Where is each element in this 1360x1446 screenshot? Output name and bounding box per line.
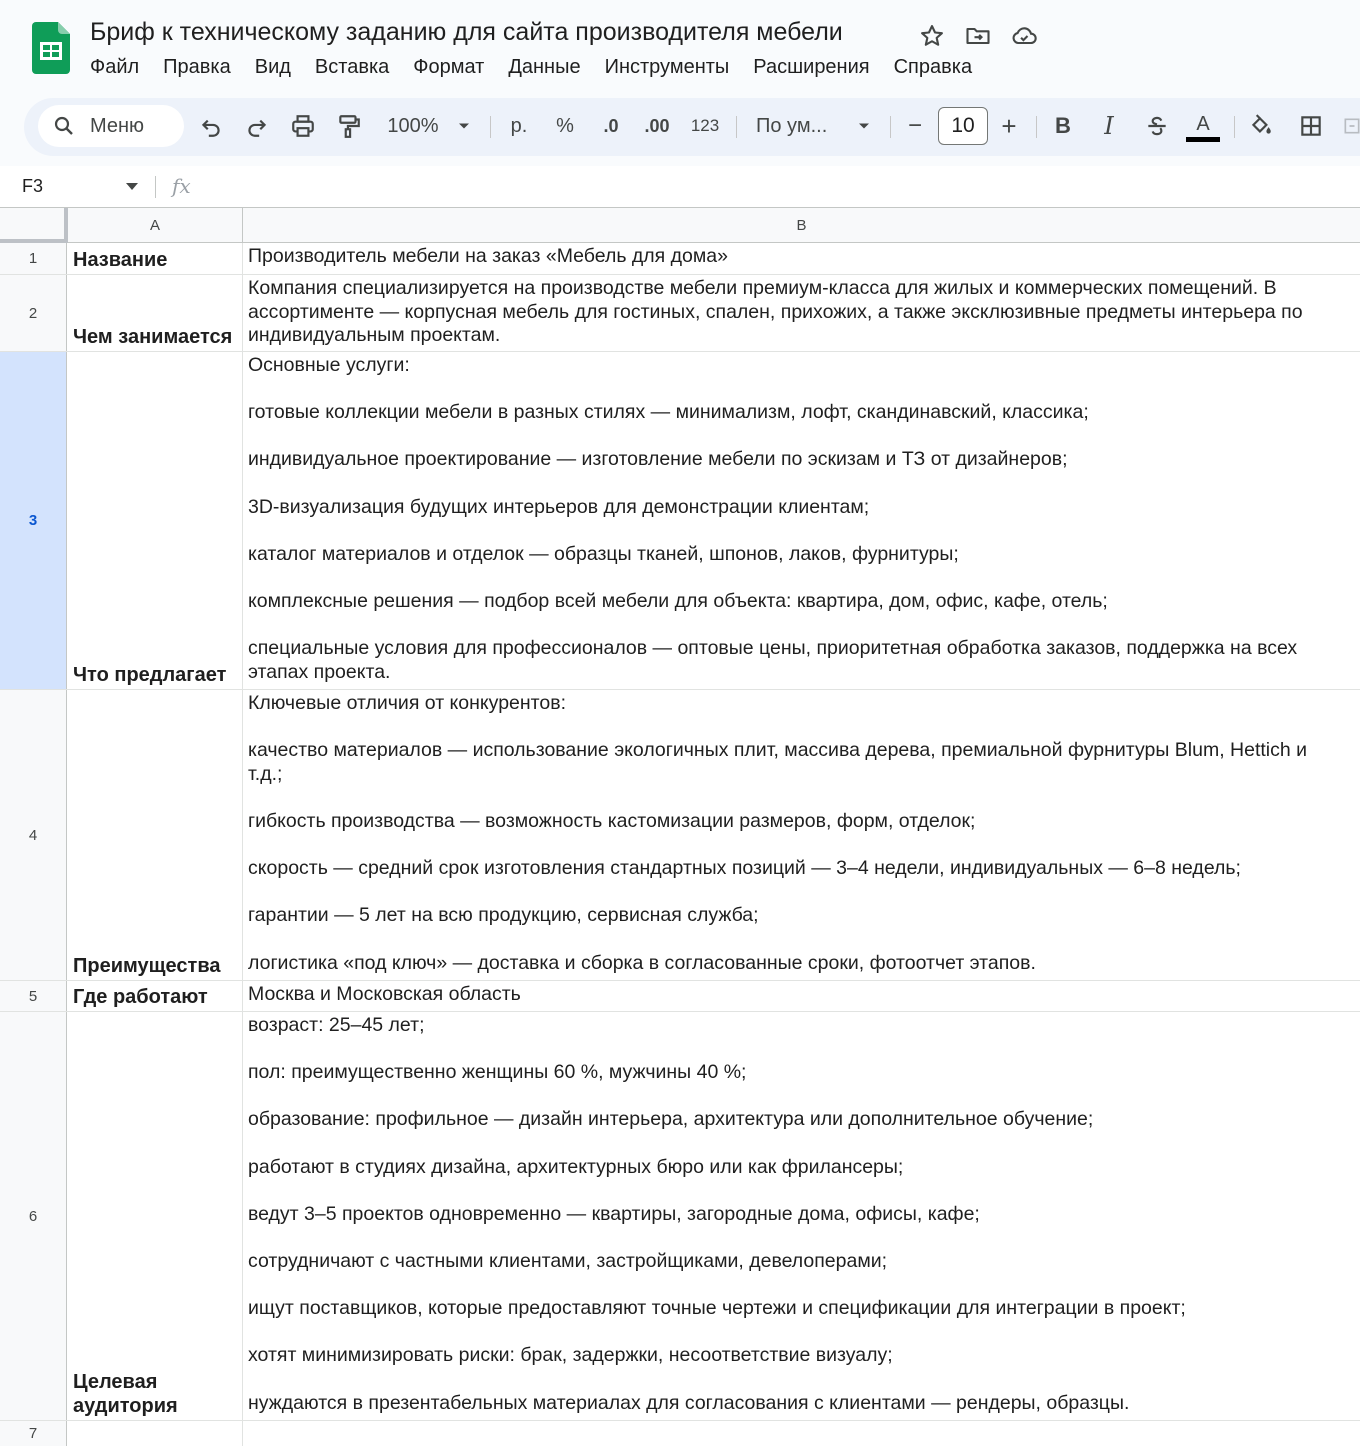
undo-button[interactable] bbox=[196, 111, 226, 141]
cell-b5[interactable]: Москва и Московская область bbox=[248, 983, 521, 1005]
column-header-b[interactable]: B bbox=[243, 208, 1360, 243]
table-row bbox=[0, 1012, 1360, 1421]
font-size-input[interactable]: 10 bbox=[938, 107, 988, 145]
borders-button[interactable] bbox=[1296, 111, 1326, 141]
cell-b3[interactable]: Основные услуги: готовые коллекции мебели в разных стилях — минимализм, лофт, скандинавский, классика; индивидуальное проектирование — изготовление мебели по эскизам и ТЗ от дизайнеров; 3D-визуализация будущих интерьеров для демонстрации клиентам; каталог материалов и отделок — образцы тканей, шпонов, лаков, фурнитуры; комплексные решения — подбор всей мебели для объекта: квартира, дом, офис, кафе, отель; специальные условия для профессионалов — оптовые цены, приоритетная обработка заказов, поддержка на всех этапах проекта. bbox=[248, 354, 1298, 683]
borders-icon bbox=[1298, 113, 1324, 139]
cell-a4[interactable]: Преимущества bbox=[68, 690, 243, 980]
text-color-swatch bbox=[1186, 137, 1220, 142]
merge-cells-button[interactable] bbox=[1342, 111, 1360, 141]
cloud-saved-icon[interactable] bbox=[1010, 22, 1038, 50]
zoom-value[interactable]: 100% bbox=[387, 114, 439, 137]
table-row bbox=[0, 275, 1360, 352]
toolbar-divider bbox=[736, 116, 737, 138]
move-to-folder-icon[interactable] bbox=[964, 22, 992, 50]
cell-b2[interactable]: Компания специализируется на производстве мебели премиум-класса для жилых и коммерческих помещений. В ассортименте — корпусная мебель для гостиных, спален, прихожих, а также эксклюзивные предметы интерьера по индивидуальным проектам. bbox=[248, 277, 1309, 347]
paint-format-icon bbox=[336, 113, 362, 139]
cell-b1[interactable]: Производитель мебели на заказ «Мебель для дома» bbox=[248, 245, 728, 267]
name-box[interactable]: F3 bbox=[22, 176, 44, 196]
text-color-label: A bbox=[1196, 112, 1210, 135]
formula-divider bbox=[155, 176, 156, 198]
row-header[interactable]: 1 bbox=[0, 243, 67, 274]
toolbar-divider bbox=[890, 116, 891, 138]
star-icon[interactable] bbox=[918, 22, 946, 50]
redo-button[interactable] bbox=[242, 111, 272, 141]
menu-data[interactable]: Данные bbox=[508, 56, 581, 78]
paint-format-button[interactable] bbox=[334, 111, 364, 141]
search-label: Меню bbox=[90, 115, 145, 137]
row-header[interactable]: 6 bbox=[0, 1012, 67, 1420]
select-all-corner[interactable] bbox=[0, 208, 68, 243]
font-dropdown-arrow[interactable] bbox=[854, 111, 874, 141]
chevron-down-icon bbox=[854, 113, 874, 139]
fx-icon: fx bbox=[172, 174, 191, 198]
increase-decimals-button[interactable] bbox=[640, 111, 674, 141]
undo-icon bbox=[198, 113, 224, 139]
menu-file[interactable]: Файл bbox=[90, 56, 140, 78]
paint-bucket-icon bbox=[1248, 113, 1274, 139]
number-format-button[interactable]: 123 bbox=[690, 116, 720, 135]
strikethrough-button[interactable] bbox=[1142, 111, 1172, 141]
print-button[interactable] bbox=[288, 111, 318, 141]
table-row bbox=[0, 1421, 1360, 1446]
font-family-select[interactable]: По ум... bbox=[756, 114, 828, 137]
cell-b7[interactable] bbox=[243, 1421, 1360, 1446]
row-header[interactable]: 4 bbox=[0, 690, 67, 980]
menu-insert[interactable]: Вставка bbox=[314, 56, 390, 78]
document-title[interactable]: Бриф к техническому заданию для сайта производителя мебели bbox=[90, 18, 843, 46]
percent-button[interactable]: % bbox=[556, 114, 574, 137]
menu-tools[interactable]: Инструменты bbox=[604, 56, 730, 78]
row-header[interactable]: 5 bbox=[0, 981, 67, 1011]
table-row bbox=[0, 352, 1360, 690]
currency-button[interactable]: р. bbox=[510, 114, 528, 137]
search-menu-button[interactable] bbox=[38, 105, 184, 147]
decrease-decimals-button[interactable] bbox=[596, 111, 626, 141]
name-box-dropdown-icon[interactable] bbox=[126, 183, 138, 190]
column-header-a[interactable]: A bbox=[68, 208, 243, 243]
decrease-font-size-button[interactable]: − bbox=[907, 112, 922, 139]
row-header-selected[interactable]: 3 bbox=[0, 352, 67, 689]
menu-help[interactable]: Справка bbox=[893, 56, 973, 78]
merge-cells-icon bbox=[1342, 113, 1360, 139]
cell-a1[interactable]: Название bbox=[68, 243, 243, 274]
bold-button[interactable]: B bbox=[1055, 113, 1071, 138]
toolbar bbox=[24, 98, 1360, 156]
text-color-button[interactable] bbox=[1184, 108, 1222, 146]
search-icon bbox=[52, 114, 76, 138]
sheets-logo-icon[interactable] bbox=[32, 22, 70, 74]
increase-font-size-button[interactable]: + bbox=[1001, 110, 1017, 141]
decrease-decimals-label: .0 bbox=[603, 115, 619, 136]
menu-view[interactable]: Вид bbox=[254, 56, 291, 78]
table-row bbox=[0, 690, 1360, 981]
formula-bar bbox=[0, 166, 1360, 208]
toolbar-divider bbox=[1234, 116, 1235, 138]
fill-color-button[interactable] bbox=[1246, 111, 1276, 141]
cell-a6[interactable]: Целевая аудитория bbox=[68, 1012, 243, 1420]
menu-extensions[interactable]: Расширения bbox=[753, 56, 870, 78]
chevron-down-icon bbox=[454, 113, 474, 139]
cell-b4[interactable]: Ключевые отличия от конкурентов: качество материалов — использование экологичных плит, массива дерева, премиальной фурнитуры Blum, Hettich и т.д.; гибкость производства — возможность кастомизации размеров, форм, отделок; скорость — средний срок изготовления стандартных позиций — 3–4 недели, индивидуальных — 6–8 недель; гарантии — 5 лет на всю продукцию, сервисная служба; логистика «под ключ» — доставка и сборка в согласованные сроки, фотоотчет этапов. bbox=[248, 692, 1308, 974]
menu-bar bbox=[90, 54, 984, 81]
cell-b6[interactable]: возраст: 25–45 лет; пол: преимущественно женщины 60 %, мужчины 40 %; образование: профильное — дизайн интерьера, архитектура или дополнительное обучение; работают в студиях дизайна, архитектурных бюро или как фрилансеры; ведут 3–5 проектов одновременно — квартиры, загородные дома, офисы, кафе; сотрудничают с частными клиентами, застройщиками, девелоперами; ищут поставщиков, которые предоставляют точные чертежи и спецификации для интеграции в проект; хотят минимизировать риски: брак, задержки, несоответствие визуалу; нуждаются в презентабельных материалах для согласования с клиентами — рендеры, образцы. bbox=[248, 1014, 1186, 1414]
italic-button[interactable]: I bbox=[1104, 112, 1114, 140]
zoom-dropdown-arrow[interactable] bbox=[454, 111, 474, 141]
row-header[interactable]: 7 bbox=[0, 1421, 67, 1446]
menu-edit[interactable]: Правка bbox=[163, 56, 231, 78]
table-row bbox=[0, 981, 1360, 1012]
toolbar-divider bbox=[490, 116, 491, 138]
increase-decimals-label: .00 bbox=[644, 115, 670, 136]
toolbar-area bbox=[0, 92, 1360, 166]
table-row bbox=[0, 243, 1360, 275]
redo-icon bbox=[244, 113, 270, 139]
cell-a2[interactable]: Чем занимается bbox=[68, 275, 243, 351]
menu-format[interactable]: Формат bbox=[413, 56, 485, 78]
cell-a3[interactable]: Что предлагает bbox=[68, 352, 243, 689]
row-header[interactable]: 2 bbox=[0, 275, 67, 351]
toolbar-divider bbox=[1036, 116, 1037, 138]
print-icon bbox=[290, 113, 316, 139]
cell-a7[interactable] bbox=[68, 1421, 243, 1446]
strikethrough-icon bbox=[1144, 113, 1170, 139]
title-bar bbox=[0, 0, 1360, 92]
cell-a5[interactable]: Где работают bbox=[68, 981, 243, 1011]
